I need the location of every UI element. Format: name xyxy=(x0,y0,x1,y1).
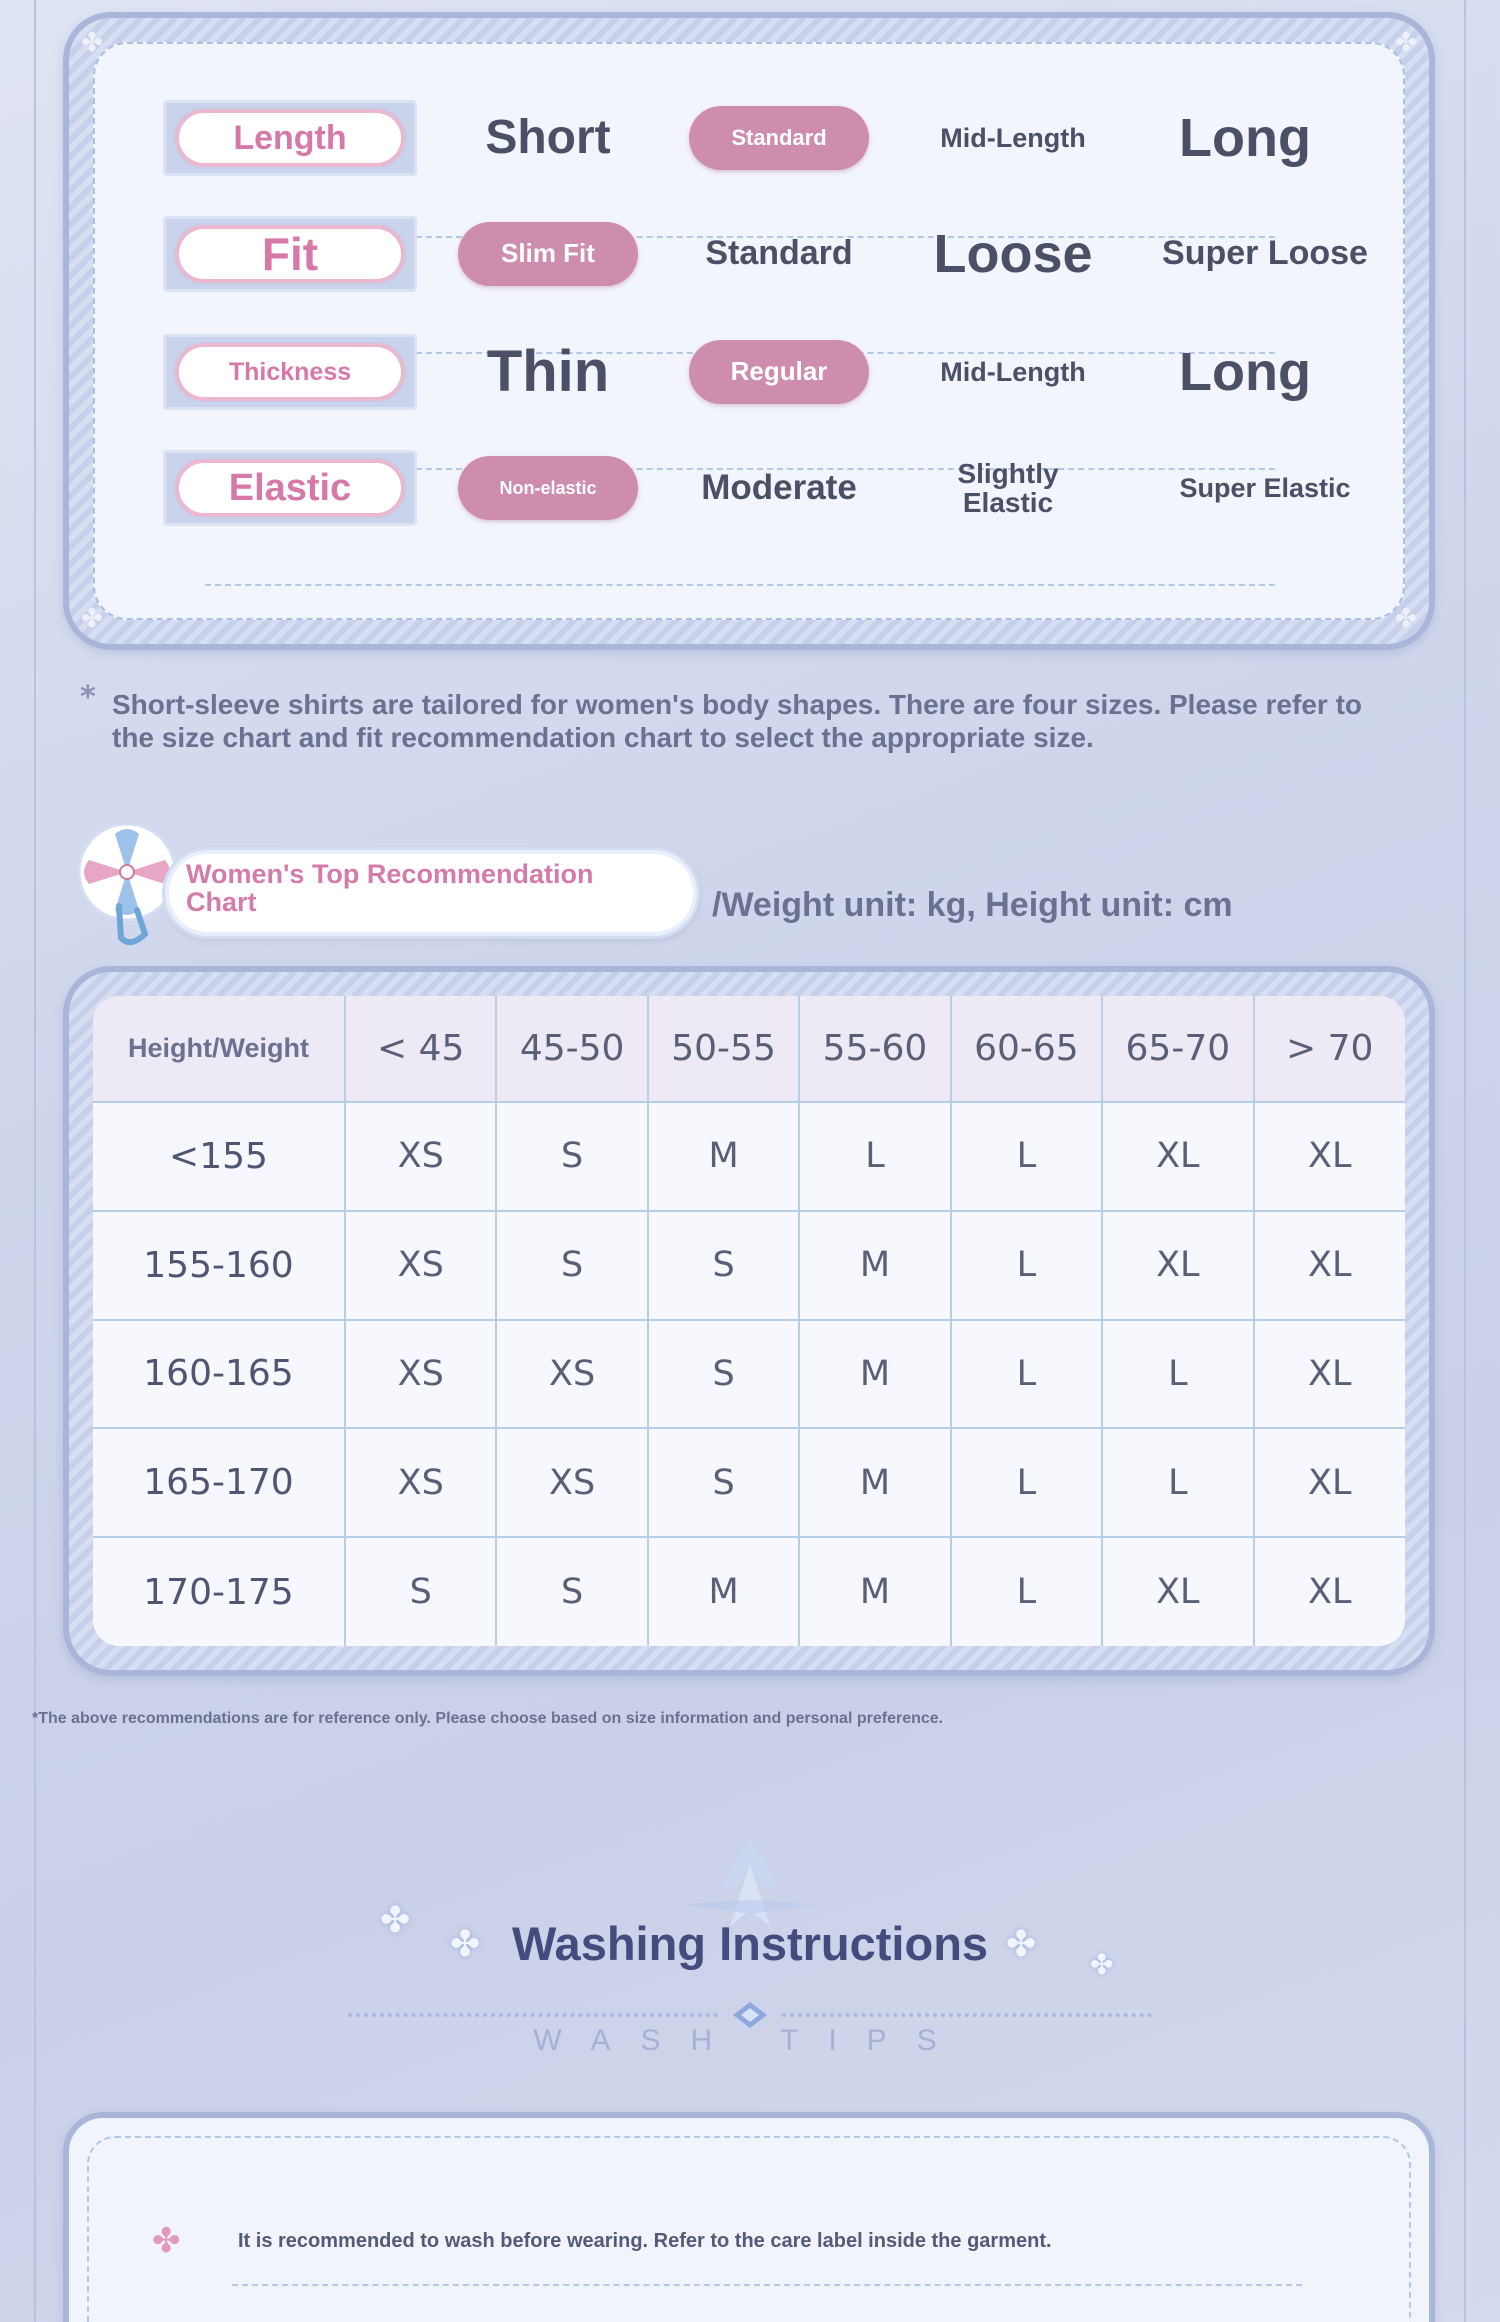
attribute-option: Long xyxy=(1179,107,1311,168)
fabric-attributes-inner xyxy=(81,28,1417,634)
attribute-row-length xyxy=(95,80,1403,196)
table-row xyxy=(93,1320,1405,1429)
attribute-option-selected: Non-elastic xyxy=(448,430,648,546)
recommendation-disclaimer: *The above recommendations are for reference only. Please choose based on size information and personal preference. xyxy=(32,1710,944,1727)
dotted-divider xyxy=(782,2013,1152,2017)
table-cell: XS xyxy=(345,1428,496,1537)
table-cell: M xyxy=(799,1320,950,1429)
table-cell: M xyxy=(799,1537,950,1646)
chart-units-note: /Weight unit: kg, Height unit: cm xyxy=(712,886,1233,924)
table-cell: L xyxy=(951,1211,1102,1320)
size-table-inner xyxy=(93,996,1405,1646)
attribute-option: Mid-Length xyxy=(940,356,1086,387)
attribute-row-thickness xyxy=(95,314,1403,430)
clover-icon: ✤ xyxy=(1395,28,1417,58)
table-header-cell: > 70 xyxy=(1254,996,1405,1102)
table-cell: L xyxy=(1102,1428,1253,1537)
washing-instruction-item: It is recommended to wash before wearing. Refer to the care label inside the garment. xyxy=(238,2230,1052,2252)
size-table-card xyxy=(63,966,1435,1676)
attribute-option: Mid-Length xyxy=(940,122,1086,153)
table-cell: XS xyxy=(496,1320,647,1429)
attribute-label-text: Thickness xyxy=(175,343,405,401)
left-border-line xyxy=(34,0,36,2322)
clover-icon: ✤ xyxy=(1395,604,1417,634)
clover-icon: ✤ xyxy=(81,28,103,58)
table-cell: L xyxy=(951,1428,1102,1537)
size-note: Short-sleeve shirts are tailored for women's body shapes. There are four sizes. Please refer to the size chart and fit recommendation chart to select the appropriate size. xyxy=(112,689,1362,753)
attribute-row-fit xyxy=(95,196,1403,312)
table-cell: M xyxy=(648,1537,799,1646)
pink-clover-bullet-icon: ✤ xyxy=(152,2221,181,2261)
fabric-attributes-card xyxy=(63,12,1435,650)
table-cell: XS xyxy=(345,1102,496,1211)
clover-icon: ✤ xyxy=(1006,1924,1037,1965)
table-cell: S xyxy=(496,1537,647,1646)
table-header-cell: 60-65 xyxy=(951,996,1102,1102)
attribute-option: Slightly Elastic xyxy=(957,457,1059,518)
table-cell: M xyxy=(648,1102,799,1211)
note-asterisk: * xyxy=(80,680,96,715)
attribute-option-selected: Slim Fit xyxy=(448,196,648,312)
attribute-option: Thin xyxy=(486,338,610,404)
table-cell: XL xyxy=(1102,1102,1253,1211)
attribute-label-text: Length xyxy=(175,109,405,167)
table-cell: 170-175 xyxy=(93,1537,345,1646)
table-cell: S xyxy=(648,1211,799,1320)
chart-title: Women's Top Recommendation Chart xyxy=(186,859,594,917)
table-cell: 155-160 xyxy=(93,1211,345,1320)
washing-card xyxy=(63,2112,1435,2322)
table-header-cell: 45-50 xyxy=(496,996,647,1102)
table-header-cell: Height/Weight xyxy=(93,996,345,1102)
clover-icon: ✤ xyxy=(1090,1948,1114,1981)
table-cell: XL xyxy=(1254,1211,1405,1320)
attribute-option: Short xyxy=(485,110,611,164)
attribute-option-selected: Regular xyxy=(679,314,879,430)
table-row xyxy=(93,1211,1405,1320)
table-cell: <155 xyxy=(93,1102,345,1211)
washing-card-inner xyxy=(87,2136,1411,2322)
attribute-option: Moderate xyxy=(701,467,857,507)
table-cell: XL xyxy=(1254,1320,1405,1429)
clover-icon: ✤ xyxy=(81,604,103,634)
attribute-option: Super Elastic xyxy=(1179,472,1351,503)
table-row xyxy=(93,1537,1405,1646)
table-cell: L xyxy=(951,1320,1102,1429)
clover-icon: ✤ xyxy=(380,1900,411,1941)
table-cell: XS xyxy=(496,1428,647,1537)
table-cell: XL xyxy=(1254,1428,1405,1537)
attribute-label xyxy=(163,216,417,292)
table-cell: XL xyxy=(1102,1211,1253,1320)
table-cell: XL xyxy=(1102,1537,1253,1646)
attribute-row-elastic xyxy=(95,430,1403,546)
table-cell: S xyxy=(496,1211,647,1320)
table-header-cell: 65-70 xyxy=(1102,996,1253,1102)
table-cell: L xyxy=(799,1102,950,1211)
row-divider xyxy=(232,2284,1302,2286)
dotted-divider xyxy=(348,2013,718,2017)
clover-icon: ✤ xyxy=(450,1924,481,1965)
attribute-label-text: Fit xyxy=(175,225,405,283)
table-cell: S xyxy=(345,1537,496,1646)
row-divider xyxy=(205,584,1275,586)
washing-subtitle: WASH TIPS xyxy=(533,2024,967,2057)
attribute-label xyxy=(163,450,417,526)
attribute-label xyxy=(163,334,417,410)
table-header-cell: < 45 xyxy=(345,996,496,1102)
table-cell: 165-170 xyxy=(93,1428,345,1537)
table-cell: 160-165 xyxy=(93,1320,345,1429)
table-row xyxy=(93,1102,1405,1211)
attribute-option-selected: Standard xyxy=(679,80,879,196)
table-cell: XS xyxy=(345,1211,496,1320)
attribute-label-text: Elastic xyxy=(175,459,405,517)
table-cell: L xyxy=(951,1537,1102,1646)
washing-title: Washing Instructions xyxy=(511,1917,989,1970)
attribute-option: Long xyxy=(1179,341,1311,402)
right-border-line xyxy=(1464,0,1466,2322)
table-cell: XL xyxy=(1254,1102,1405,1211)
table-cell: L xyxy=(951,1102,1102,1211)
attribute-option: Super Loose xyxy=(1162,234,1368,273)
table-cell: XS xyxy=(345,1320,496,1429)
table-cell: S xyxy=(648,1428,799,1537)
table-cell: XL xyxy=(1254,1537,1405,1646)
table-header-cell: 50-55 xyxy=(648,996,799,1102)
size-recommendation-table xyxy=(93,996,1405,1646)
table-cell: M xyxy=(799,1428,950,1537)
table-cell: L xyxy=(1102,1320,1253,1429)
table-cell: M xyxy=(799,1211,950,1320)
attribute-option: Standard xyxy=(705,234,853,273)
table-header-row xyxy=(93,996,1405,1102)
attribute-label xyxy=(163,100,417,176)
attribute-option: Loose xyxy=(933,223,1093,284)
table-cell: S xyxy=(496,1102,647,1211)
table-header-cell: 55-60 xyxy=(799,996,950,1102)
table-cell: S xyxy=(648,1320,799,1429)
table-row xyxy=(93,1428,1405,1537)
